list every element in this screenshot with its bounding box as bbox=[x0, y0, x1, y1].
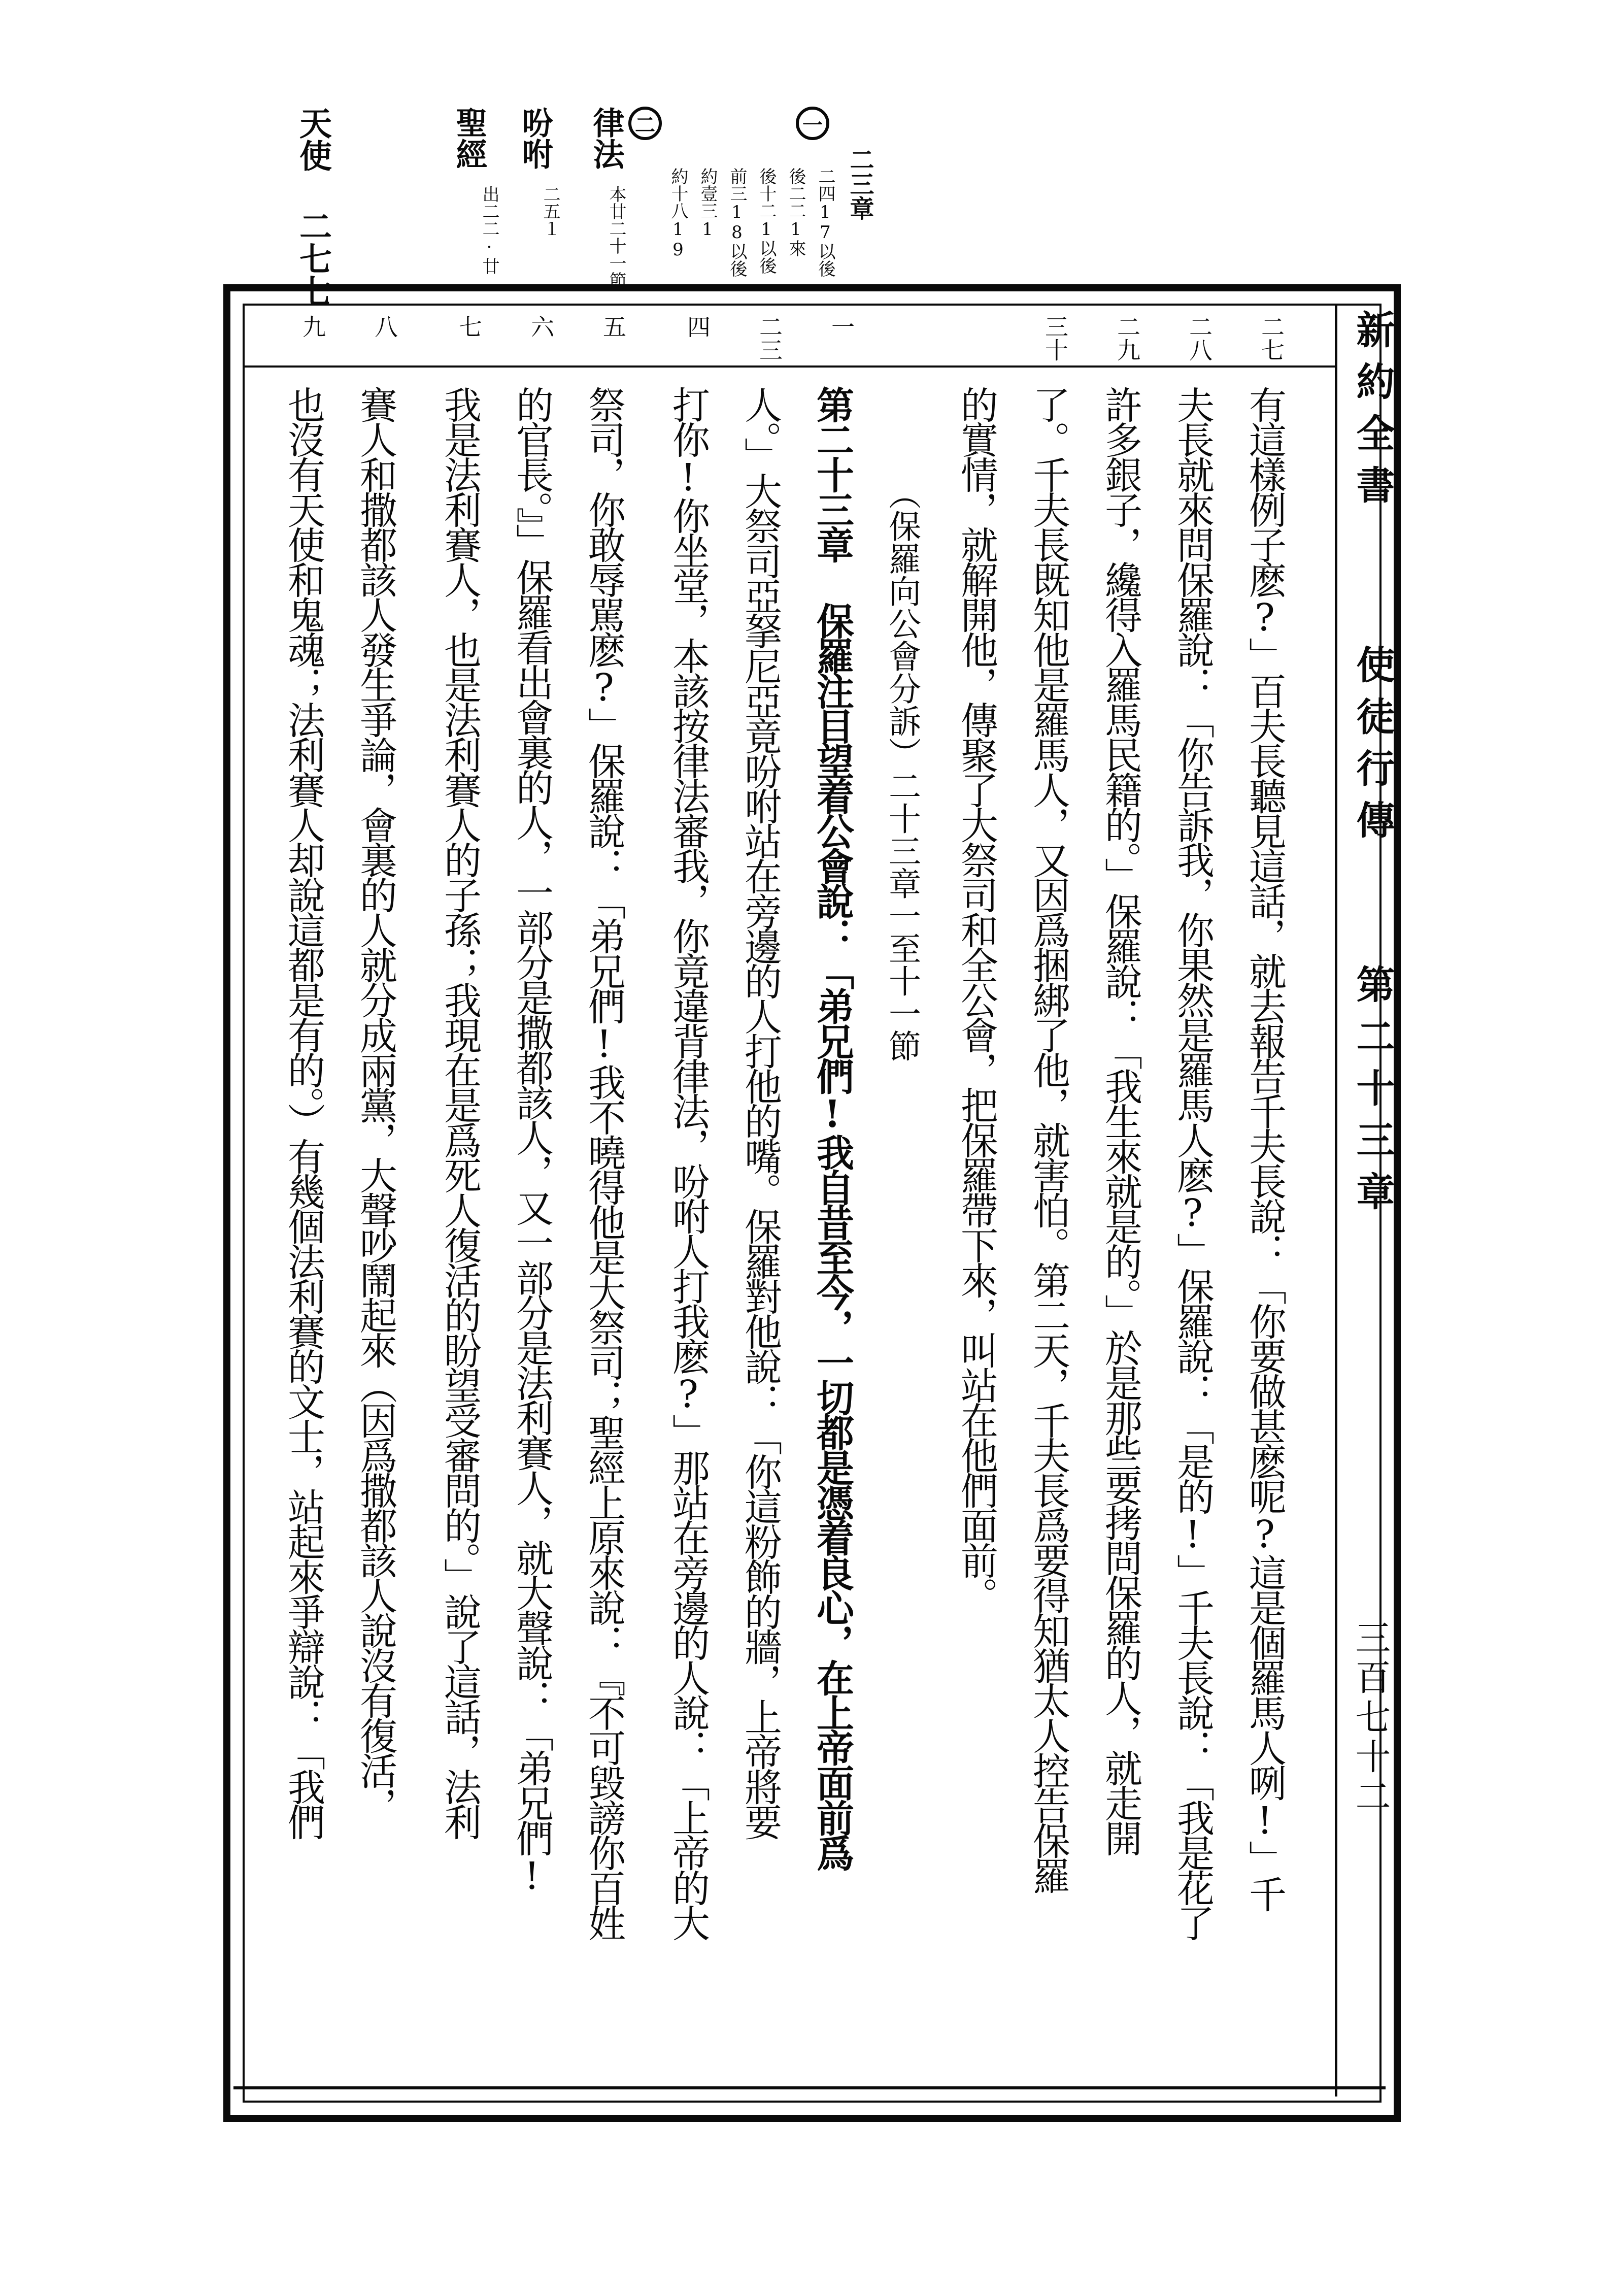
text-column: 許多銀子，纔得入羅馬民籍的。」保羅說：「我生來就是的。」於是那些要拷問保羅的人，就走開 bbox=[1099, 386, 1142, 1854]
verse-number: 五 bbox=[599, 315, 627, 338]
text-column: 也沒有天使和鬼魂；法利賽人却說這都是有的。）有幾個法利賽的文士，站起來爭辯說：「我們 bbox=[282, 386, 325, 1838]
verse-number: 七 bbox=[455, 315, 483, 338]
running-head-rule bbox=[1335, 305, 1337, 2097]
verse-number: 八 bbox=[371, 315, 398, 338]
cross-ref: 前三18以後 bbox=[727, 168, 747, 277]
bottom-rule bbox=[233, 2086, 1386, 2089]
margin-ref-term: 吩咐 bbox=[517, 107, 554, 170]
cross-ref: 約十八19 bbox=[668, 168, 688, 260]
verse-number: 二九 bbox=[1114, 315, 1141, 361]
verse-number: 三十 bbox=[1041, 315, 1069, 361]
verse-number: 一 bbox=[828, 315, 855, 338]
text-column: 祭司，你敢辱駡麽?」保羅說：「弟兄們!我不曉得他是大祭司；聖經上原來說：『不可毀謗你百姓 bbox=[582, 386, 626, 1939]
text-column: 第二十三章 保羅注目望着公會說：「弟兄們!我自昔至今，一切都是憑着良心，在上帝面前爲 bbox=[811, 386, 854, 1869]
page-number: 三百七十二 bbox=[1350, 1619, 1391, 1817]
book-title: 新約全書 bbox=[1350, 310, 1395, 517]
cross-ref: 後十二1以後 bbox=[756, 168, 777, 274]
cross-ref: 約壹三1 bbox=[697, 168, 718, 240]
cross-ref: 二四17以後 bbox=[815, 168, 835, 277]
text-column: 人。」大祭司亞拏尼亞竟吩咐站在旁邊的人打他的嘴。保羅對他說：「你這粉飾的牆，上帝將要 bbox=[738, 386, 782, 1838]
verse-number-rule bbox=[244, 365, 1335, 368]
verse-number: 九 bbox=[299, 315, 326, 338]
circled-number-1: 一 bbox=[796, 107, 829, 140]
verse-number: 二七 bbox=[1258, 315, 1285, 361]
verse-number: 二三 bbox=[756, 315, 783, 361]
text-column: 的官長。』」保羅看出會裏的人，一部分是撒都該人，又一部分是法利賽人，就大聲說：「弟兄們! bbox=[510, 386, 554, 1895]
margin-ref-note: 二五１ bbox=[540, 185, 560, 237]
margin-ref-angel: 天使 二七七 bbox=[294, 107, 332, 307]
verse-number: 二八 bbox=[1186, 315, 1213, 361]
cross-ref: 後二二1來 bbox=[786, 168, 806, 257]
margin-ref-term: 律法 bbox=[588, 107, 625, 170]
book-name: 使徒行傳 bbox=[1350, 645, 1395, 852]
text-column: 夫長就來問保羅說：「你告訴我，你果然是羅馬人麽?」保羅說：「是的!」千夫長說：「我是花了 bbox=[1171, 386, 1215, 1939]
verse-number: 六 bbox=[527, 315, 555, 338]
margin-ref-note: 本廿二十一節 bbox=[606, 185, 626, 289]
margin-ref-term: 聖經 bbox=[451, 107, 488, 170]
chapter-ref: 二三章 bbox=[846, 147, 874, 220]
text-column: 賽人和撒都該人發生爭論，會裏的人就分成兩黨，大聲吵鬧起來（因爲撒都該人說沒有復活， bbox=[354, 386, 397, 1822]
text-column: 我是法利賽人，也是法利賽人的子孫；我現在是爲死人復活的盼望受審問的。」說了這話，法利 bbox=[438, 386, 482, 1838]
verse-number: 四 bbox=[684, 315, 711, 338]
section-heading: （保羅向公會分訴）二十三章一至十一節 bbox=[883, 477, 921, 1062]
text-column: 有這樣例子麽?」百夫長聽見這話，就去報告千夫長說：「你要做甚麽呢?這是個羅馬人咧!」千 bbox=[1243, 386, 1287, 1910]
text-column: 的實情，就解開他，傳聚了大祭司和全公會，把保羅帶下來，叫站在他們面前。 bbox=[955, 386, 998, 1612]
text-column: 了。千夫長既知他是羅馬人，又因爲捆綁了他，就害怕。第二天，千夫長爲要得知猶太人控告保羅 bbox=[1027, 386, 1070, 1892]
circled-number-2: 二 bbox=[628, 107, 662, 140]
margin-ref-note: 出二二·廿 bbox=[479, 185, 499, 275]
text-column: 打你!你坐堂，本該按律法審我，你竟違背律法，吩咐人打我麽?」那站在旁邊的人說：「上帝的大 bbox=[666, 386, 710, 1939]
chapter-heading: 第二十三章 bbox=[1350, 964, 1395, 1223]
